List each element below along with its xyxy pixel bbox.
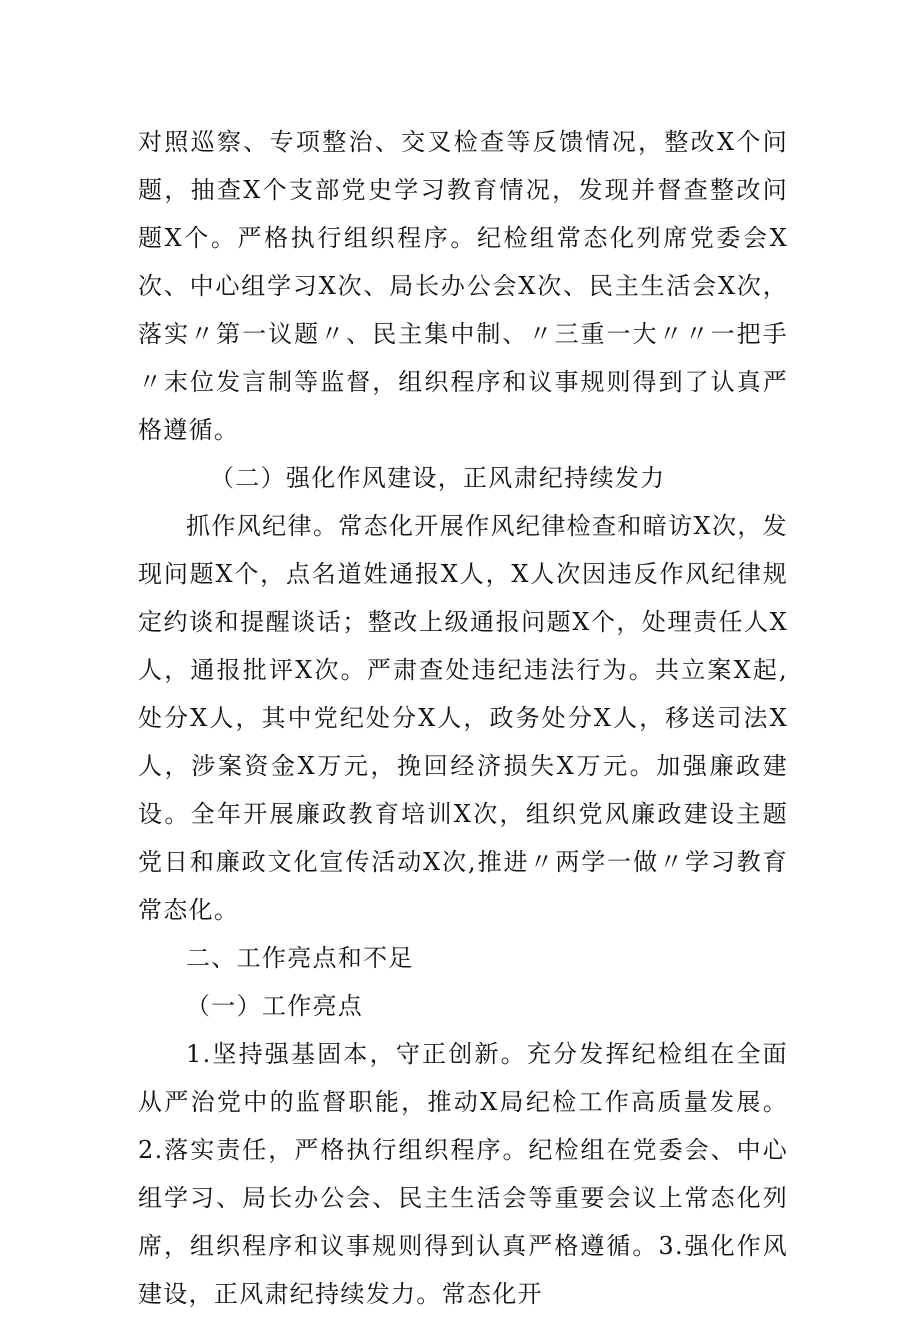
section-heading-style-building: （二）强化作风建设，正风肃纪持续发力 bbox=[210, 464, 666, 492]
paragraph-highlights: 1.坚持强基固本，守正创新。充分发挥纪检组在全面从严治党中的监督职能，推动X局纪检工作高质量发展。2.落实责任，严格执行组织程序。纪检组在党委会、中心组学习、局长办公会、民主生活会等重要会议上常态化列席，组织程序和议事规则得到认真严格遵循。3.强化作风建设，正风肃纪持续发力。常态化开 bbox=[138, 1040, 788, 1308]
document-body bbox=[138, 118, 788, 1318]
paragraph-supervision: 对照巡察、专项整治、交叉检查等反馈情况，整改X个问题，抽查X个支部党史学习教育情况，发现并督查整改问题X个。严格执行组织程序。纪检组常态化列席党委会X次、中心组学习X次、局长办公会X次、民主生活会X次，落实〃第一议题〃、民主集中制、〃三重一大〃〃一把手〃末位发言制等监督，组织程序和议事规则得到了认真严格遵循。 bbox=[138, 128, 788, 444]
paragraph-style-discipline: 抓作风纪律。常态化开展作风纪律检查和暗访X次，发现问题X个，点名道姓通报X人，X人次因违反作风纪律规定约谈和提醒谈话；整改上级通报问题X个，处理责任人X人，通报批评X次。严肃查处违纪违法行为。共立案X起,处分X人，其中党纪处分X人，政务处分X人，移送司法X人，涉案资金X万元，挽回经济损失X万元。加强廉政建设。全年开展廉政教育培训X次，组织党风廉政建设主题党日和廉政文化宣传活动X次,推进〃两学一做〃学习教育常态化。 bbox=[138, 512, 788, 924]
section-heading-highlights-shortcomings: 二、工作亮点和不足 bbox=[186, 944, 414, 972]
subsection-heading-highlights: （一）工作亮点 bbox=[186, 992, 364, 1020]
